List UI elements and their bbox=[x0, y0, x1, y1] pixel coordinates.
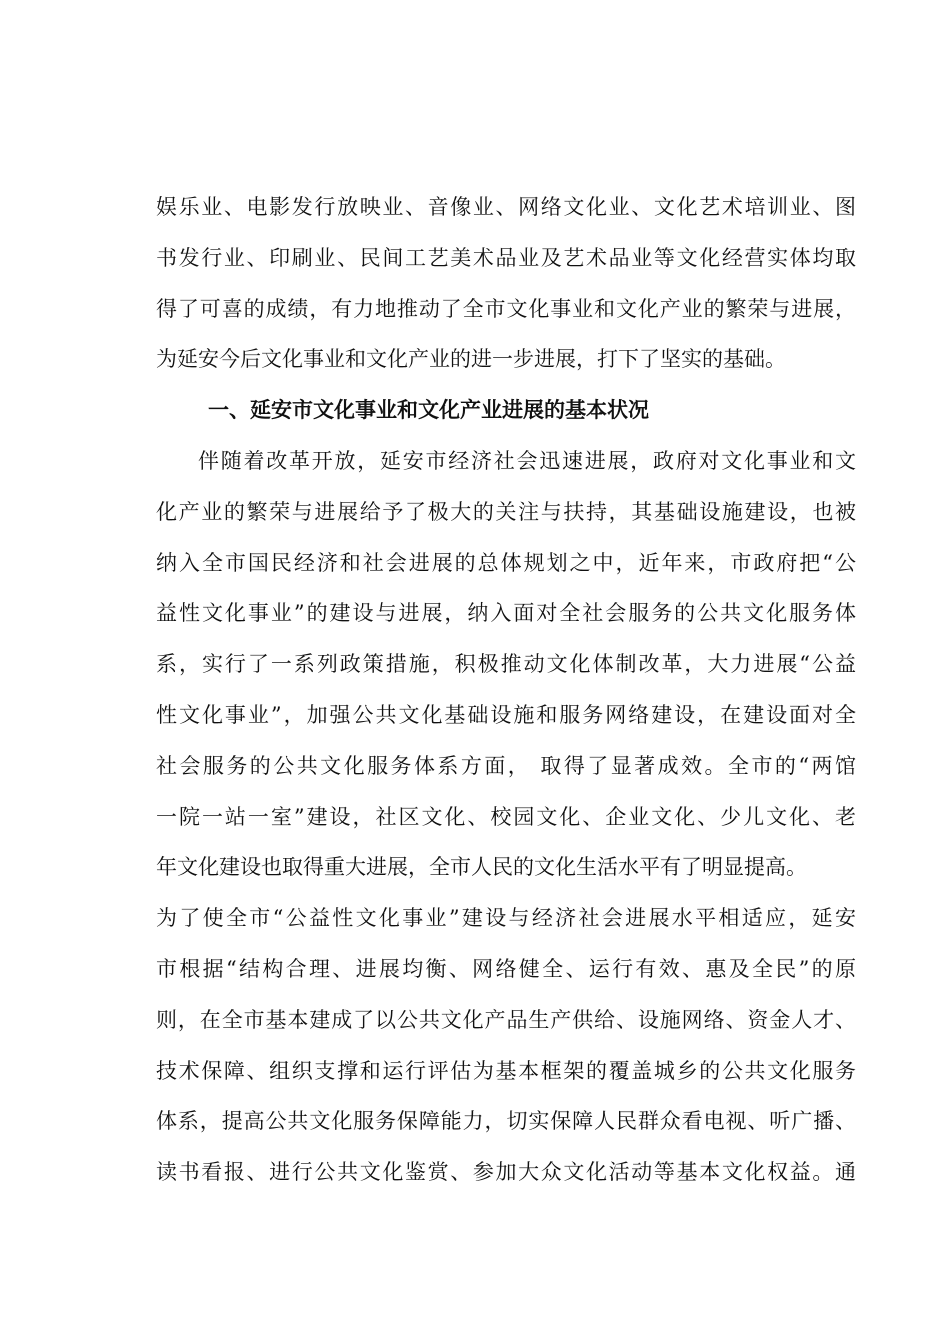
text-line: 社会服务的公共文化服务体系方面， 取得了显著成效。全市的“两馆 bbox=[156, 753, 856, 778]
document-body bbox=[156, 182, 856, 1198]
section-heading: 一、延安市文化事业和文化产业进展的基本状况 bbox=[208, 397, 649, 423]
text-line: 技术保障、组织支撑和运行评估为基本框架的覆盖城乡的公共文化服务 bbox=[156, 1058, 856, 1083]
text-line: 伴随着改革开放，延安市经济社会迅速进展，政府对文化事业和文 bbox=[198, 448, 856, 473]
text-line: 年文化建设也取得重大进展，全市人民的文化生活水平有了明显提高。 bbox=[156, 855, 807, 880]
text-line: 性文化事业”，加强公共文化基础设施和服务网络建设，在建设面对全 bbox=[156, 702, 856, 727]
text-line: 益性文化事业”的建设与进展，纳入面对全社会服务的公共文化服务体 bbox=[156, 601, 856, 626]
body-paragraph bbox=[156, 436, 856, 1198]
text-line: 体系，提高公共文化服务保障能力，切实保障人民群众看电视、听广播、 bbox=[156, 1109, 856, 1134]
text-line: 得了可喜的成绩，有力地推动了全市文化事业和文化产业的繁荣与进展， bbox=[156, 296, 856, 321]
text-line: 一院一站一室”建设，社区文化、校园文化、企业文化、少儿文化、老 bbox=[156, 804, 856, 829]
text-line: 为延安今后文化事业和文化产业的进一步进展，打下了坚实的基础。 bbox=[156, 347, 786, 372]
intro-paragraph bbox=[156, 182, 856, 385]
text-line: 市根据“结构合理、进展均衡、网络健全、运行有效、惠及全民”的原 bbox=[156, 956, 856, 981]
text-line: 纳入全市国民经济和社会进展的总体规划之中，近年来，市政府把“公 bbox=[156, 550, 856, 575]
text-line: 化产业的繁荣与进展给予了极大的关注与扶持，其基础设施建设，也被 bbox=[156, 499, 856, 524]
text-line: 则，在全市基本建成了以公共文化产品生产供给、设施网络、资金人才、 bbox=[156, 1007, 856, 1032]
text-line: 娱乐业、电影发行放映业、音像业、网络文化业、文化艺术培训业、图 bbox=[156, 195, 856, 219]
text-line: 读书看报、进行公共文化鉴赏、参加大众文化活动等基本文化权益。通 bbox=[156, 1160, 856, 1185]
text-line: 书发行业、印刷业、民间工艺美术品业及艺术品业等文化经营实体均取 bbox=[156, 245, 856, 270]
text-line: 系，实行了一系列政策措施，积极推动文化体制改革，大力进展“公益 bbox=[156, 652, 856, 677]
text-line: 为了使全市“公益性文化事业”建设与经济社会进展水平相适应，延安 bbox=[156, 906, 856, 931]
